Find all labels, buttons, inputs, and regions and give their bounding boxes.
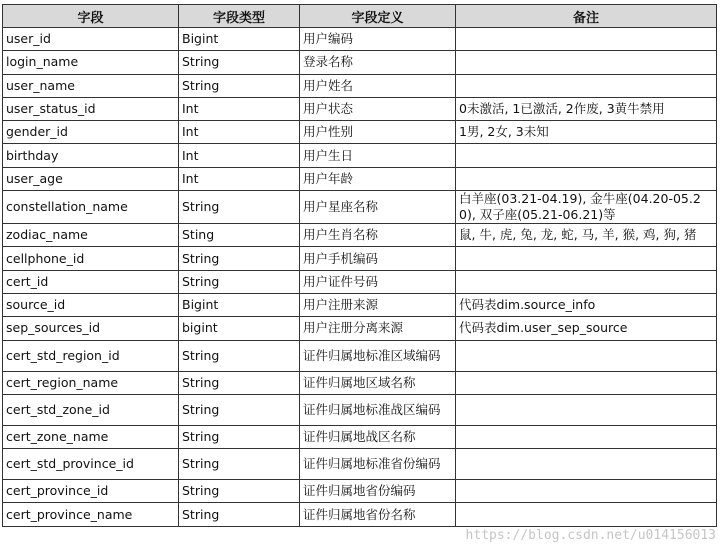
table-row	[3, 480, 717, 503]
table-row	[3, 340, 717, 371]
field-type-cell: String	[179, 503, 300, 526]
field-definition-cell: 用户年龄	[300, 167, 456, 190]
field-type-cell: String	[179, 247, 300, 270]
field-definition-cell: 用户星座名称	[300, 191, 456, 224]
table-row	[3, 394, 717, 425]
field-type-cell: String	[179, 270, 300, 293]
remarks-cell	[456, 270, 717, 293]
field-definition-cell: 用户注册分离来源	[300, 317, 456, 340]
remarks-cell	[456, 144, 717, 167]
remarks-cell	[456, 503, 717, 526]
field-type-cell: String	[179, 340, 300, 371]
field-definition-cell: 证件归属地省份名称	[300, 503, 456, 526]
field-type-cell: Sting	[179, 224, 300, 247]
field-name-cell: cellphone_id	[3, 247, 179, 270]
table-row	[3, 28, 717, 51]
field-name-cell: user_id	[3, 28, 179, 51]
remarks-cell	[456, 480, 717, 503]
table-row	[3, 293, 717, 316]
field-name-cell: cert_std_province_id	[3, 449, 179, 480]
field-type-cell: Int	[179, 144, 300, 167]
field-definition-cell: 证件归属地战区名称	[300, 425, 456, 448]
field-definition-table	[2, 4, 717, 527]
header-field: 字段	[3, 5, 179, 28]
remarks-cell	[456, 51, 717, 74]
table-row	[3, 121, 717, 144]
remarks-cell	[456, 167, 717, 190]
header-field-type: 字段类型	[179, 5, 300, 28]
field-name-cell: user_status_id	[3, 97, 179, 120]
field-definition-cell: 用户性别	[300, 121, 456, 144]
table-row	[3, 224, 717, 247]
table-row	[3, 317, 717, 340]
table-body	[3, 28, 717, 527]
field-type-cell: String	[179, 480, 300, 503]
field-name-cell: gender_id	[3, 121, 179, 144]
table-row	[3, 449, 717, 480]
field-name-cell: cert_id	[3, 270, 179, 293]
field-definition-cell: 证件归属地标准区域编码	[300, 340, 456, 371]
field-definition-cell: 用户注册来源	[300, 293, 456, 316]
field-type-cell: String	[179, 191, 300, 224]
table-header-row	[3, 5, 717, 28]
remarks-cell: 1男, 2女, 3未知	[456, 121, 717, 144]
field-definition-cell: 用户证件号码	[300, 270, 456, 293]
field-definition-cell: 登录名称	[300, 51, 456, 74]
field-name-cell: cert_region_name	[3, 371, 179, 394]
remarks-cell	[456, 28, 717, 51]
table-row	[3, 97, 717, 120]
field-name-cell: source_id	[3, 293, 179, 316]
remarks-cell	[456, 449, 717, 480]
table-row	[3, 270, 717, 293]
field-type-cell: Int	[179, 97, 300, 120]
field-definition-cell: 用户状态	[300, 97, 456, 120]
remarks-cell	[456, 74, 717, 97]
table-row	[3, 51, 717, 74]
field-type-cell: Int	[179, 121, 300, 144]
remarks-cell	[456, 371, 717, 394]
field-definition-cell: 用户生肖名称	[300, 224, 456, 247]
field-name-cell: cert_std_region_id	[3, 340, 179, 371]
table-row	[3, 247, 717, 270]
field-type-cell: String	[179, 74, 300, 97]
field-type-cell: String	[179, 51, 300, 74]
remarks-cell: 代码表dim.user_sep_source	[456, 317, 717, 340]
table-row	[3, 144, 717, 167]
table-row	[3, 74, 717, 97]
field-type-cell: bigint	[179, 317, 300, 340]
remarks-cell	[456, 425, 717, 448]
remarks-cell	[456, 394, 717, 425]
field-name-cell: cert_province_name	[3, 503, 179, 526]
table-row	[3, 371, 717, 394]
field-definition-cell: 证件归属地区域名称	[300, 371, 456, 394]
table-row	[3, 425, 717, 448]
field-name-cell: user_name	[3, 74, 179, 97]
field-name-cell: birthday	[3, 144, 179, 167]
field-definition-cell: 用户手机编码	[300, 247, 456, 270]
table-row	[3, 503, 717, 526]
header-field-definition: 字段定义	[300, 5, 456, 28]
field-name-cell: zodiac_name	[3, 224, 179, 247]
field-name-cell: login_name	[3, 51, 179, 74]
remarks-cell	[456, 340, 717, 371]
field-type-cell: Int	[179, 167, 300, 190]
field-type-cell: String	[179, 394, 300, 425]
remarks-cell	[456, 247, 717, 270]
table-row	[3, 167, 717, 190]
table-row	[3, 191, 717, 224]
field-definition-cell: 用户生日	[300, 144, 456, 167]
field-definition-cell: 证件归属地标准战区编码	[300, 394, 456, 425]
watermark: https://blog.csdn.net/u014156013	[465, 528, 716, 543]
field-definition-cell: 用户姓名	[300, 74, 456, 97]
field-name-cell: cert_std_zone_id	[3, 394, 179, 425]
remarks-cell: 代码表dim.source_info	[456, 293, 717, 316]
remarks-cell: 鼠, 牛, 虎, 兔, 龙, 蛇, 马, 羊, 猴, 鸡, 狗, 猪	[456, 224, 717, 247]
field-type-cell: Bigint	[179, 28, 300, 51]
field-definition-cell: 证件归属地省份编码	[300, 480, 456, 503]
field-type-cell: Bigint	[179, 293, 300, 316]
field-name-cell: cert_zone_name	[3, 425, 179, 448]
field-name-cell: cert_province_id	[3, 480, 179, 503]
field-definition-cell: 用户编码	[300, 28, 456, 51]
remarks-cell: 0未激活, 1已激活, 2作废, 3黄牛禁用	[456, 97, 717, 120]
header-remarks: 备注	[456, 5, 717, 28]
field-type-cell: String	[179, 449, 300, 480]
field-name-cell: sep_sources_id	[3, 317, 179, 340]
field-name-cell: user_age	[3, 167, 179, 190]
field-definition-cell: 证件归属地标准省份编码	[300, 449, 456, 480]
field-name-cell: constellation_name	[3, 191, 179, 224]
remarks-cell: 白羊座(03.21-04.19), 金牛座(04.20-05.20), 双子座(05.21-06.21)等	[456, 191, 717, 224]
field-type-cell: String	[179, 425, 300, 448]
field-type-cell: String	[179, 371, 300, 394]
